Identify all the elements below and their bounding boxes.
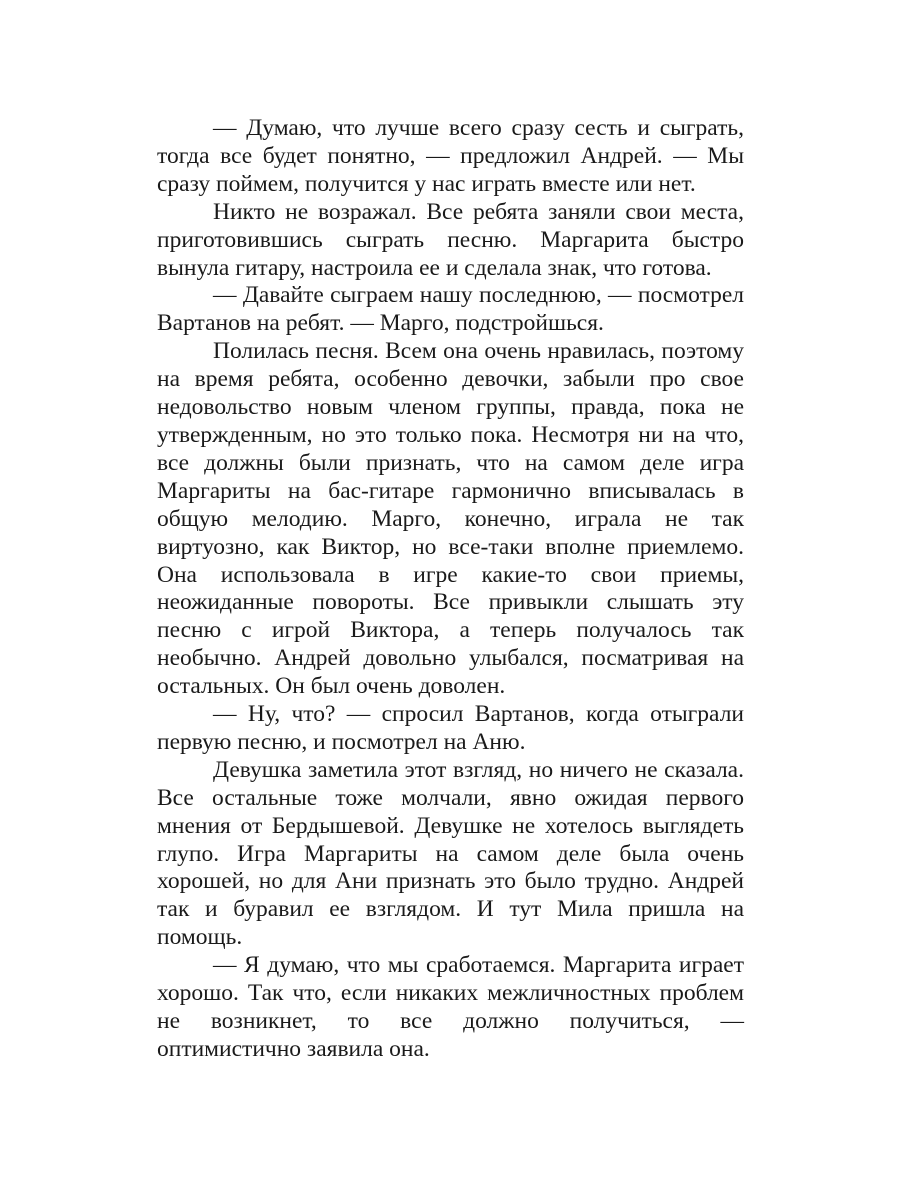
paragraph: Полилась песня. Всем она очень нравилась, поэтому на время ребята, особенно девочки, забыли про свое недовольство новым членом группы, правда, пока не утвержденным, но это только пока. Несмотря ни на что, все должны были признать, что на самом деле игра Маргариты на бас-гитаре гармонично вписывалась в общую мелодию. Марго, конечно, играла не так виртуозно, как Виктор, но все-таки вполне приемлемо. Она использовала в игре какие-то свои приемы, неожиданные повороты. Все привыкли слышать эту песню с игрой Виктора, а теперь получалось так необычно. Андрей довольно улыбался, посматривая на остальных. Он был очень доволен. [157,338,744,700]
paragraph: — Я думаю, что мы сработаемся. Маргарита играет хорошо. Так что, если никаких межличностных проблем не возникнет, то все должно получиться, — оптимистично заявила она. [157,952,744,1062]
paragraph: Девушка заметила этот взгляд, но ничего не сказала. Все остальные тоже молчали, явно ожидая первого мнения от Бердышевой. Девушке не хотелось выглядеть глупо. Игра Маргариты на самом деле была очень хорошей, но для Ани признать это было трудно. Андрей так и буравил ее взглядом. И тут Мила пришла на помощь. [157,756,744,951]
body-text [157,115,744,1064]
paragraph: — Думаю, что лучше всего сразу сесть и сыграть, тогда все будет понятно, — предложил Андрей. — Мы сразу поймем, получится у нас играть вместе или нет. [157,115,744,197]
paragraph: — Давайте сыграем нашу последнюю, — посмотрел Вартанов на ребят. — Марго, подстройшься. [157,282,744,337]
paragraph: — Ну, что? — спросил Вартанов, когда отыграли первую песню, и посмотрел на Аню. [157,701,744,755]
paragraph: Никто не возражал. Все ребята заняли свои места, приготовившись сыграть песню. Маргарита быстро вынула гитару, настроила ее и сделала знак, что готова. [157,198,744,281]
